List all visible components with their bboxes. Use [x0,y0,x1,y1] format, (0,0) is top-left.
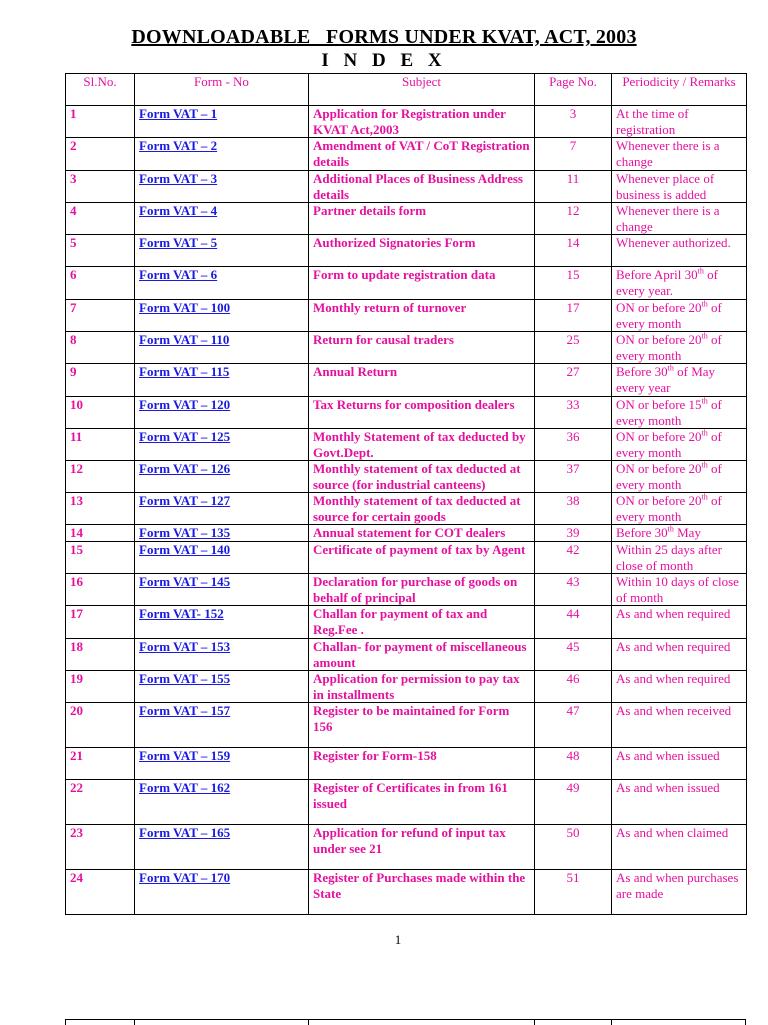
remarks-cell: Whenever authorized. [612,235,747,267]
serial-number-cell: 18 [66,639,135,671]
page-number-cell: 51 [535,870,612,915]
page-number-cell: 38 [535,493,612,525]
table-row [66,267,747,300]
column-header-page-no: Page No. [535,74,612,106]
remarks-cell: As and when required [612,639,747,671]
remarks-cell: As and when received [612,703,747,748]
form-number-cell [135,606,309,639]
remarks-cell: As and when required [612,671,747,703]
table-row [66,639,747,671]
form-number-cell [135,364,309,397]
form-number-cell [135,671,309,703]
page-number-cell: 37 [535,461,612,493]
form-number-cell [135,332,309,364]
serial-number-cell: 4 [66,203,135,235]
serial-number-cell: 1 [66,106,135,138]
subject-cell: Authorized Signatories Form [309,235,535,267]
column-header-remarks: Periodicity / Remarks [612,74,747,106]
table-row [66,461,747,493]
table-row [66,748,747,780]
table-row [66,780,747,825]
table-row [66,138,747,171]
serial-number-cell: 21 [66,748,135,780]
remarks-cell: Before 30th May [612,525,747,542]
form-download-link[interactable]: Form VAT – 157 [139,703,231,718]
serial-number-cell: 7 [66,300,135,332]
table-row [66,825,747,870]
page-number-cell: 17 [535,300,612,332]
table-row [66,671,747,703]
subject-cell: Register to be maintained for Form 156 [309,703,535,748]
form-download-link[interactable]: Form VAT – 125 [139,429,231,444]
serial-number-cell: 15 [66,542,135,574]
page-number-cell: 46 [535,671,612,703]
form-number-cell [135,171,309,203]
serial-number-cell: 22 [66,780,135,825]
column-header-subject: Subject [309,74,535,106]
serial-number-cell: 14 [66,525,135,542]
subject-cell: Tax Returns for composition dealers [309,397,535,429]
form-download-link[interactable]: Form VAT – 6 [139,267,218,282]
serial-number-cell: 6 [66,267,135,300]
subject-cell: Register of Purchases made within the State [309,870,535,915]
form-download-link[interactable]: Form VAT – 165 [139,825,231,840]
remarks-cell: Whenever there is a change [612,138,747,171]
subject-cell: Certificate of payment of tax by Agent [309,542,535,574]
page-number-cell: 45 [535,639,612,671]
subject-cell: Monthly statement of tax deducted at source (for industrial canteens) [309,461,535,493]
column-header-slno: Sl.No. [66,74,135,106]
form-download-link[interactable]: Form VAT – 170 [139,870,231,885]
form-download-link[interactable]: Form VAT – 126 [139,461,231,476]
serial-number-cell: 12 [66,461,135,493]
remarks-cell: At the time of registration [612,106,747,138]
form-number-cell [135,267,309,300]
form-number-cell [135,300,309,332]
form-number-cell [135,493,309,525]
form-download-link[interactable]: Form VAT – 120 [139,397,231,412]
form-number-cell [135,748,309,780]
remarks-cell: As and when required [612,606,747,639]
page-number-cell: 3 [535,106,612,138]
form-number-cell [135,639,309,671]
subject-cell: Annual statement for COT dealers [309,525,535,542]
remarks-cell: ON or before 15th of every month [612,397,747,429]
remarks-cell: Before April 30th of every year. [612,267,747,300]
subject-cell: Monthly Statement of tax deducted by Govt.Dept. [309,429,535,461]
page-number-cell: 25 [535,332,612,364]
serial-number-cell: 13 [66,493,135,525]
serial-number-cell: 24 [66,870,135,915]
table-row [66,300,747,332]
table-row [66,429,747,461]
form-download-link[interactable]: Form VAT- 152 [139,606,224,621]
page-number-cell: 14 [535,235,612,267]
page-number-cell: 47 [535,703,612,748]
subject-cell: Application for permission to pay tax in installments [309,671,535,703]
form-number-cell [135,461,309,493]
table-row [66,703,747,748]
remarks-cell: As and when issued [612,748,747,780]
table-row [66,525,747,542]
serial-number-cell: 2 [66,138,135,171]
form-download-link[interactable]: Form VAT – 2 [139,138,218,153]
subject-cell: Partner details form [309,203,535,235]
page-number-cell: 36 [535,429,612,461]
remarks-cell: ON or before 20th of every month [612,461,747,493]
serial-number-cell: 20 [66,703,135,748]
serial-number-cell: 23 [66,825,135,870]
subject-cell: Register for Form-158 [309,748,535,780]
form-number-cell [135,542,309,574]
page-number-cell: 39 [535,525,612,542]
remarks-cell: Whenever there is a change [612,203,747,235]
serial-number-cell: 5 [66,235,135,267]
document-title: DOWNLOADABLE FORMS UNDER KVAT, ACT, 2003 [131,26,637,48]
form-download-link[interactable]: Form VAT – 100 [139,300,231,315]
form-number-cell [135,203,309,235]
remarks-cell: ON or before 20th of every month [612,300,747,332]
subject-cell: Application for Registration under KVAT Act,2003 [309,106,535,138]
form-download-link[interactable]: Form VAT – 110 [139,332,230,347]
form-download-link[interactable]: Form VAT – 159 [139,748,231,763]
page-number-cell: 49 [535,780,612,825]
serial-number-cell: 3 [66,171,135,203]
serial-number-cell: 10 [66,397,135,429]
form-download-link[interactable]: Form VAT – 3 [139,171,218,186]
remarks-cell: Before 30th of May every year [612,364,747,397]
page-number-cell: 27 [535,364,612,397]
form-download-link[interactable]: Form VAT – 140 [139,542,231,557]
remarks-cell: Whenever place of business is added [612,171,747,203]
form-number-cell [135,574,309,606]
page-number-cell: 7 [535,138,612,171]
form-number-cell [135,429,309,461]
form-download-link[interactable]: Form VAT – 127 [139,493,231,508]
page-number-cell: 42 [535,542,612,574]
page-number-cell: 15 [535,267,612,300]
form-download-link[interactable]: Form VAT – 5 [139,235,218,250]
remarks-cell: Within 10 days of close of month [612,574,747,606]
table-row [66,574,747,606]
table-row [66,203,747,235]
table-row [66,235,747,267]
form-number-cell [135,525,309,542]
subject-cell: Additional Places of Business Address details [309,171,535,203]
forms-index-table [65,73,747,915]
form-number-cell [135,703,309,748]
index-heading: I N D E X [321,50,447,71]
next-page-table-edge [65,1019,746,1025]
subject-cell: Monthly statement of tax deducted at source for certain goods [309,493,535,525]
serial-number-cell: 9 [66,364,135,397]
page-number-cell: 11 [535,171,612,203]
remarks-cell: As and when claimed [612,825,747,870]
remarks-cell: ON or before 20th of every month [612,493,747,525]
page-number-cell: 43 [535,574,612,606]
form-number-cell [135,780,309,825]
column-header-form-no: Form - No [135,74,309,106]
serial-number-cell: 19 [66,671,135,703]
form-download-link[interactable]: Form VAT – 162 [139,780,231,795]
subject-cell: Challan for payment of tax and Reg.Fee . [309,606,535,639]
form-number-cell [135,825,309,870]
subject-cell: Declaration for purchase of goods on behalf of principal [309,574,535,606]
table-row [66,606,747,639]
form-download-link[interactable]: Form VAT – 155 [139,671,231,686]
form-download-link[interactable]: Form VAT – 153 [139,639,231,654]
table-row [66,332,747,364]
form-download-link[interactable]: Form VAT – 135 [139,525,231,540]
form-download-link[interactable]: Form VAT – 1 [139,106,218,121]
form-number-cell [135,870,309,915]
subject-cell: Register of Certificates in from 161 issued [309,780,535,825]
remarks-cell: Within 25 days after close of month [612,542,747,574]
page-number-cell: 44 [535,606,612,639]
subject-cell: Amendment of VAT / CoT Registration details [309,138,535,171]
remarks-cell: As and when purchases are made [612,870,747,915]
table-row [66,397,747,429]
remarks-cell: ON or before 20th of every month [612,332,747,364]
form-download-link[interactable]: Form VAT – 145 [139,574,231,589]
serial-number-cell: 11 [66,429,135,461]
table-row [66,493,747,525]
subject-cell: Monthly return of turnover [309,300,535,332]
table-row [66,870,747,915]
form-download-link[interactable]: Form VAT – 115 [139,364,230,379]
remarks-cell: As and when issued [612,780,747,825]
subject-cell: Annual Return [309,364,535,397]
form-download-link[interactable]: Form VAT – 4 [139,203,218,218]
subject-cell: Return for causal traders [309,332,535,364]
subject-cell: Challan- for payment of miscellaneous amount [309,639,535,671]
remarks-cell: ON or before 20th of every month [612,429,747,461]
page-number: 1 [394,932,402,947]
serial-number-cell: 8 [66,332,135,364]
serial-number-cell: 17 [66,606,135,639]
table-row [66,106,747,138]
page-number-cell: 12 [535,203,612,235]
table-header-row [66,74,747,106]
page-number-cell: 33 [535,397,612,429]
subject-cell: Application for refund of input tax under see 21 [309,825,535,870]
form-number-cell [135,397,309,429]
form-number-cell [135,235,309,267]
form-number-cell [135,106,309,138]
table-row [66,171,747,203]
page-number-cell: 48 [535,748,612,780]
form-number-cell [135,138,309,171]
subject-cell: Form to update registration data [309,267,535,300]
serial-number-cell: 16 [66,574,135,606]
table-row [66,542,747,574]
page-number-cell: 50 [535,825,612,870]
table-row [66,364,747,397]
